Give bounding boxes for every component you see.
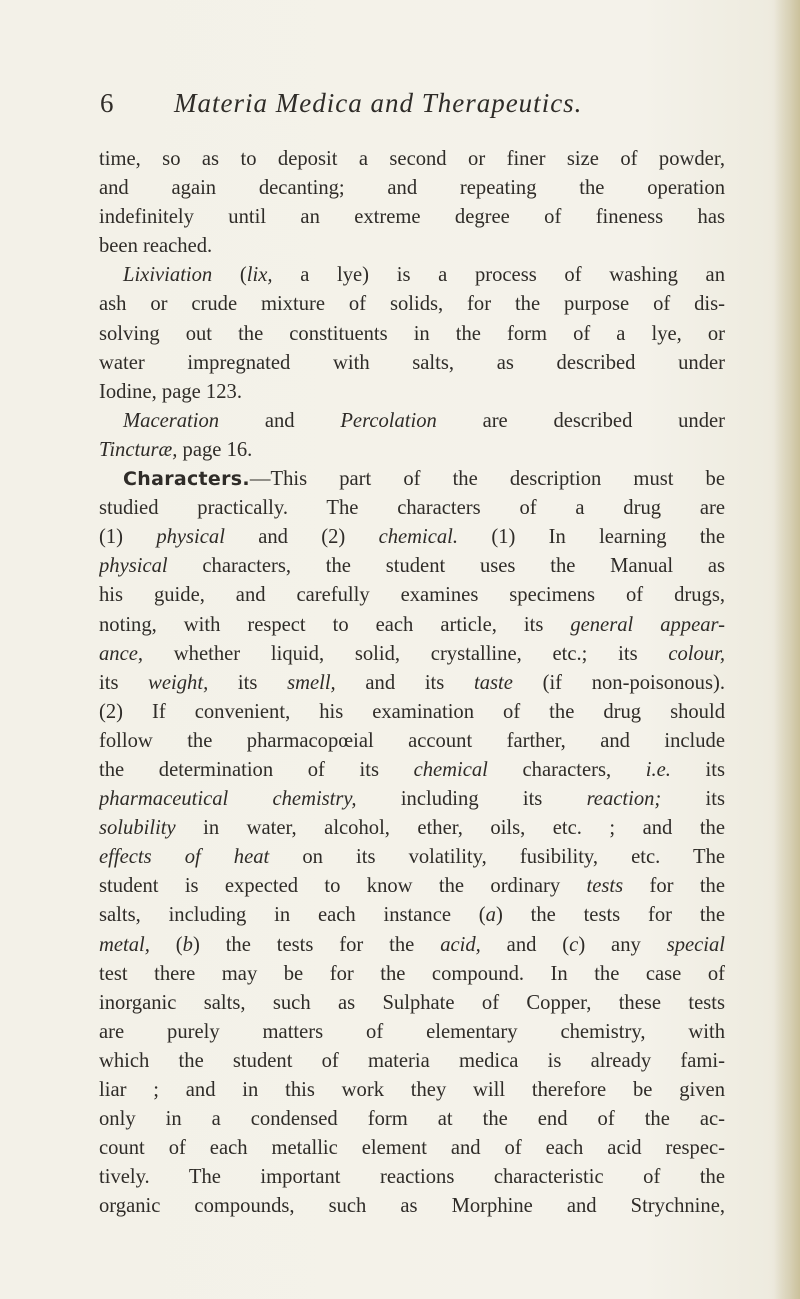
text-line: been reached. bbox=[99, 235, 213, 258]
text-line: follow the pharmacopœial account farther, and include bbox=[99, 729, 725, 752]
text-line: ance, whether liquid, solid, crystalline, etc.; its colour, bbox=[99, 642, 725, 665]
text-line: metal, (b) the tests for the acid, and (c) any special bbox=[99, 933, 725, 956]
text-line: time, so as to deposit a second or finer size of powder, bbox=[99, 148, 725, 170]
text-line: test there may be for the compound. In the case of bbox=[99, 962, 725, 985]
text-line: solubility in water, alcohol, ether, oils, etc. ; and the bbox=[99, 817, 725, 840]
text-line: Tincturæ, page 16. bbox=[99, 438, 253, 461]
text-line: are purely matters of elementary chemistry, with bbox=[99, 1020, 725, 1043]
text-line: physical characters, the student uses the Manual as bbox=[99, 555, 725, 578]
page-edge-shadow bbox=[774, 0, 800, 1299]
text-line: (1) physical and (2) chemical. (1) In learning the bbox=[99, 526, 725, 549]
text-line: organic compounds, such as Morphine and Strychnine, bbox=[99, 1195, 725, 1218]
text-line: inorganic salts, such as Sulphate of Copper, these tests bbox=[99, 991, 725, 1014]
text-line: tively. The important reactions characteristic of the bbox=[99, 1166, 725, 1189]
text-line: and again decanting; and repeating the operation bbox=[99, 177, 725, 200]
text-line: ash or crude mixture of solids, for the purpose of dis- bbox=[99, 293, 725, 316]
running-head bbox=[100, 88, 720, 128]
text-line: Iodine, page 123. bbox=[99, 380, 242, 403]
text-line: which the student of materia medica is already fami- bbox=[99, 1049, 725, 1072]
text-line: pharmaceutical chemistry, including its reaction; its bbox=[99, 788, 725, 811]
text-line: only in a condensed form at the end of the ac- bbox=[99, 1108, 725, 1131]
text-line: count of each metallic element and of each acid respec- bbox=[99, 1137, 725, 1160]
page-number: 6 bbox=[100, 88, 115, 118]
running-title: Materia Medica and Therapeutics. bbox=[174, 88, 583, 118]
text-line: indefinitely until an extreme degree of fineness has bbox=[99, 206, 725, 229]
text-line: the determination of its chemical characters, i.e. its bbox=[99, 758, 725, 781]
text-line: his guide, and carefully examines specimens of drugs, bbox=[99, 584, 725, 607]
text-line: student is expected to know the ordinary tests for the bbox=[99, 875, 725, 898]
text-line: solving out the constituents in the form of a lye, or bbox=[99, 322, 725, 345]
text-line: water impregnated with salts, as described under bbox=[99, 351, 725, 374]
text-line: noting, with respect to each article, its general appear- bbox=[99, 613, 725, 636]
text-line: salts, including in each instance (a) the tests for the bbox=[99, 904, 725, 927]
text-line: Characters.—This part of the description must be bbox=[123, 468, 725, 491]
text-line: effects of heat on its volatility, fusibility, etc. The bbox=[99, 846, 725, 869]
text-line: Maceration and Percolation are described under bbox=[123, 409, 725, 432]
text-line: liar ; and in this work they will therefore be given bbox=[99, 1079, 725, 1101]
text-line: its weight, its smell, and its taste (if non-poisonous). bbox=[99, 671, 725, 694]
text-line: (2) If convenient, his examination of the drug should bbox=[99, 700, 725, 723]
text-line: Lixiviation (lix, a lye) is a process of washing an bbox=[123, 264, 725, 287]
body-text bbox=[99, 145, 725, 1221]
text-line: studied practically. The characters of a drug are bbox=[99, 497, 725, 520]
